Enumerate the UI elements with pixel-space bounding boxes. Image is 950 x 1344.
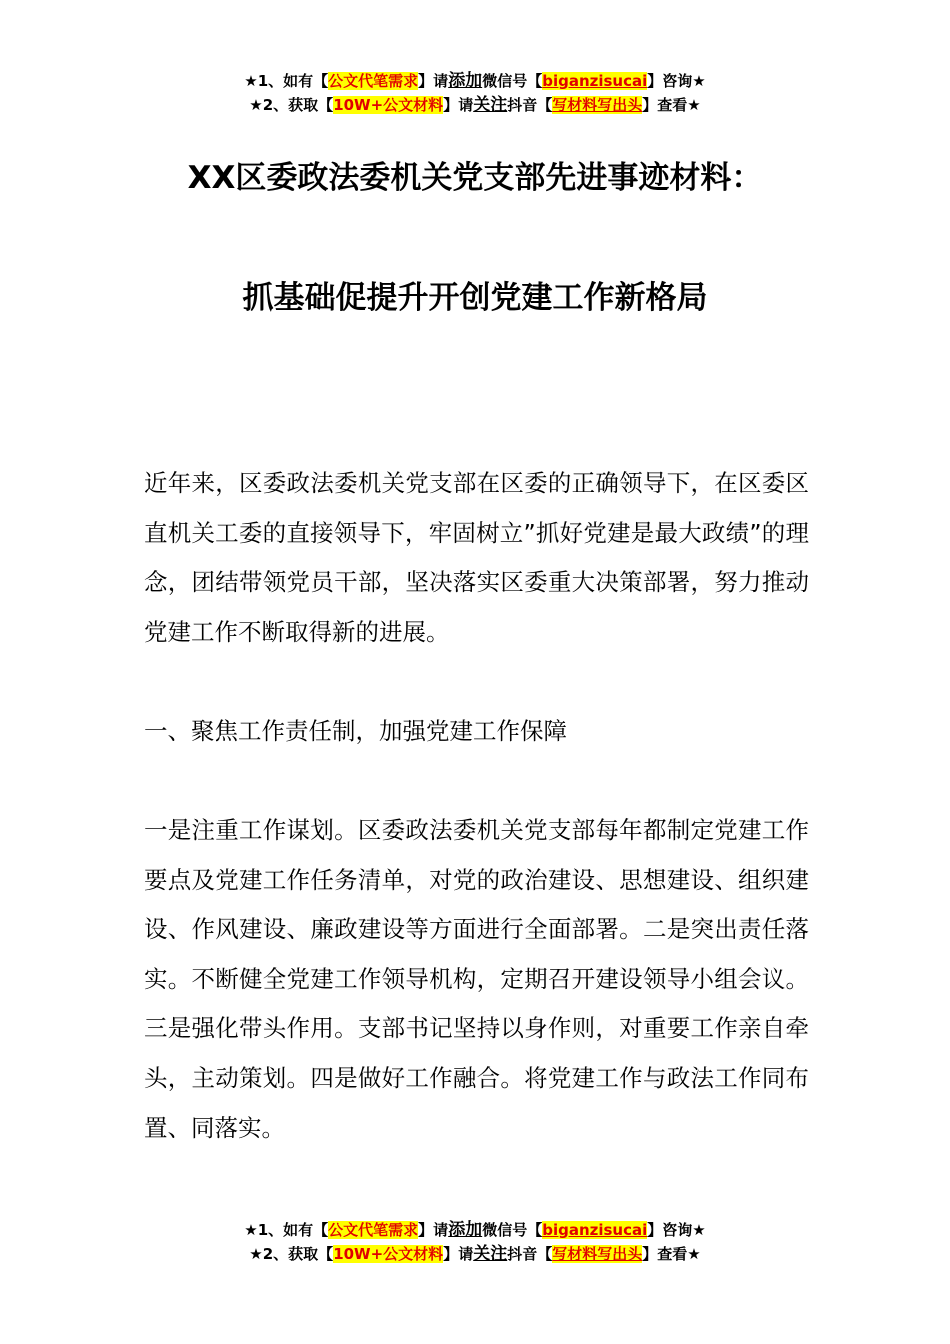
banner-text: 微信号【 <box>482 72 543 90</box>
banner-line-2 <box>0 1242 950 1266</box>
section-heading: 一、聚焦工作责任制，加强党建工作保障 <box>144 717 567 745</box>
banner-wechat-id: biganzisucai <box>542 1221 648 1239</box>
banner-text: 抖音【 <box>507 96 553 114</box>
banner-text: ★2、获取【 <box>249 96 334 114</box>
document-title-line-2: 抓基础促提升开创党建工作新格局 <box>242 280 708 316</box>
banner-highlight: 10W+公文材料 <box>333 96 444 114</box>
banner-line-1 <box>0 1218 950 1242</box>
banner-wechat-id: biganzisucai <box>542 72 648 90</box>
banner-highlight: 公文代笔需求 <box>328 72 419 90</box>
paragraph-intro: 近年来，区委政法委机关党支部在区委的正确领导下，在区委区直机关工委的直接领导下，牢固树立”抓好党建是最大政绩”的理念，团结带领党员干部，坚决落实区委重大决策部署，努力推动党建工作不断取得新的进展。 <box>144 469 809 646</box>
banner-text: 】咨询★ <box>647 72 706 90</box>
banner-text: 】查看★ <box>642 96 701 114</box>
banner-text: 】请 <box>418 1221 449 1239</box>
banner-text: 】请 <box>443 1245 474 1263</box>
banner-line-2 <box>0 93 950 117</box>
banner-highlight: 公文代笔需求 <box>328 1221 419 1239</box>
banner-text: 微信号【 <box>482 1221 543 1239</box>
banner-underline: 关注 <box>473 95 508 115</box>
banner-douyin-id: 写材料写出头 <box>552 1245 643 1263</box>
banner-underline: 添加 <box>448 1220 483 1240</box>
footer-banner <box>0 1218 950 1266</box>
paragraph-body: 一是注重工作谋划。区委政法委机关党支部每年都制定党建工作要点及党建工作任务清单，对党的政治建设、思想建设、组织建设、作风建设、廉政建设等方面进行全面部署。二是突出责任落实。不断健全党建工作领导机构，定期召开建设领导小组会议。三是强化带头作用。支部书记坚持以身作则，对重要工作亲自牵头，主动策划。四是做好工作融合。将党建工作与政法工作同布置、同落实。 <box>144 816 809 1142</box>
banner-underline: 添加 <box>448 71 483 91</box>
banner-text: 】查看★ <box>642 1245 701 1263</box>
banner-text: ★1、如有【 <box>244 72 329 90</box>
banner-text: 】请 <box>443 96 474 114</box>
banner-text: 】请 <box>418 72 449 90</box>
banner-douyin-id: 写材料写出头 <box>552 96 643 114</box>
banner-text: 抖音【 <box>507 1245 553 1263</box>
banner-text: 】咨询★ <box>647 1221 706 1239</box>
header-banner <box>0 69 950 117</box>
banner-line-1 <box>0 69 950 93</box>
banner-underline: 关注 <box>473 1244 508 1264</box>
banner-text: ★1、如有【 <box>244 1221 329 1239</box>
banner-text: ★2、获取【 <box>249 1245 334 1263</box>
document-title-line-1: XX区委政法委机关党支部先进事迹材料： <box>187 160 763 196</box>
banner-highlight: 10W+公文材料 <box>333 1245 444 1263</box>
